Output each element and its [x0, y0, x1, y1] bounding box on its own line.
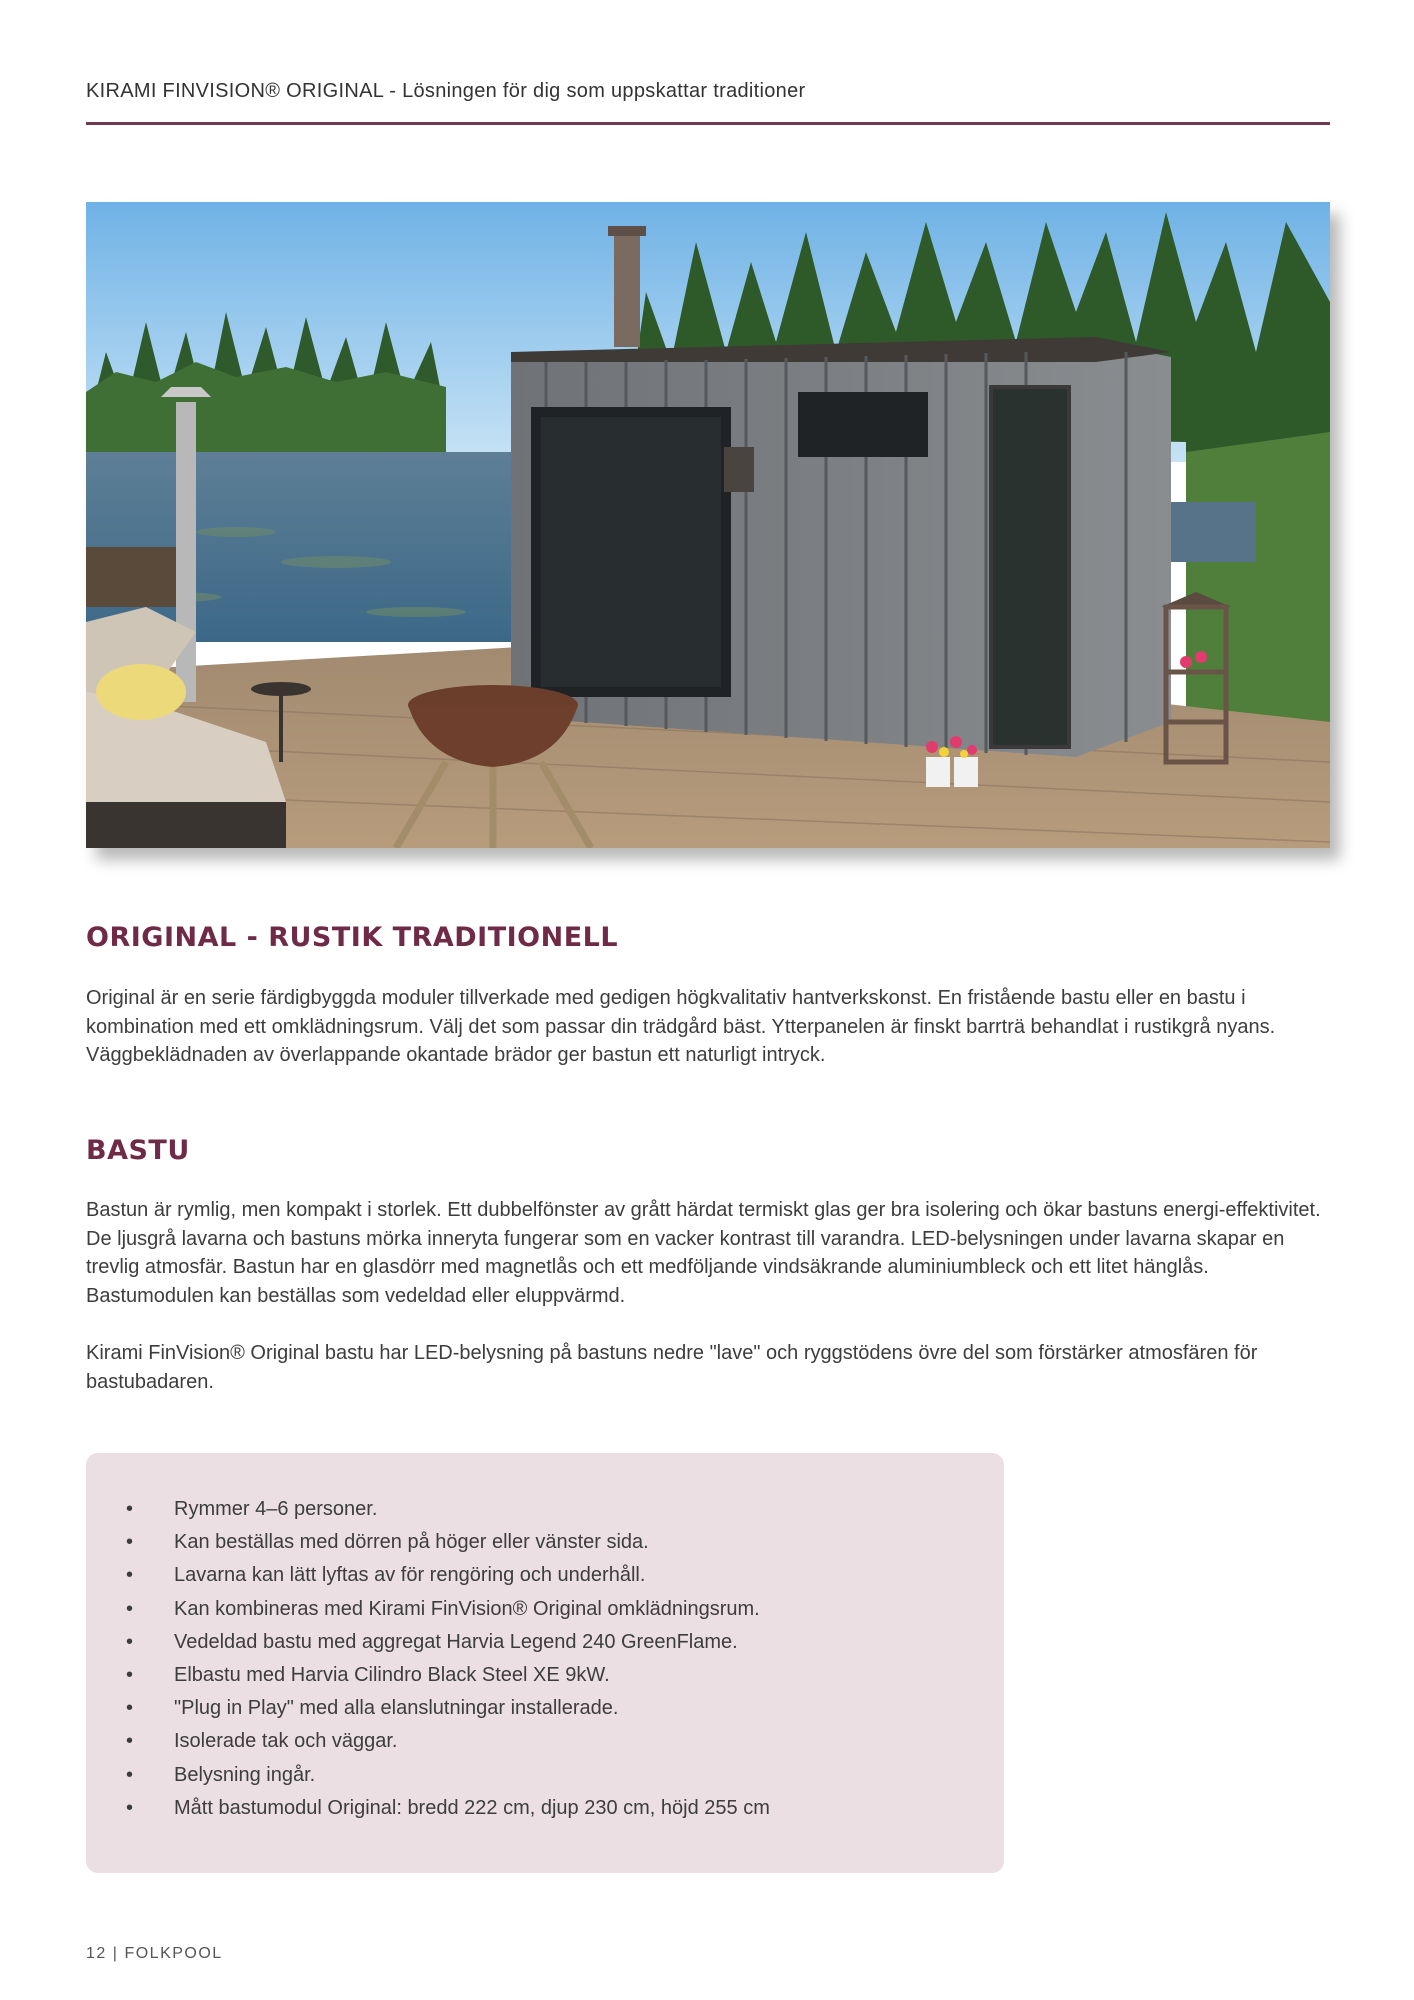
page-number: 12 [86, 1945, 107, 1962]
section-heading-bastu: BASTU [86, 1135, 190, 1166]
list-item: • Rymmer 4–6 personer. [126, 1493, 770, 1526]
list-item: • Lavarna kan lätt lyftas av för rengöring och underhåll. [126, 1559, 770, 1592]
list-item: • Elbastu med Harvia Cilindro Black Steel XE 9kW. [126, 1659, 770, 1692]
feature-list [126, 1493, 770, 1825]
footer-brand: FOLKPOOL [124, 1945, 223, 1962]
sauna-photo [86, 202, 1330, 848]
original-description: Original är en serie färdigbyggda moduler tillverkade med gedigen högkvalitativ hantverkskonst. En fristående bastu eller en bastu i kombination med ett omklädningsrum. Välj det som passar din trädgård bäst. Ytterpanelen är finskt barrträ behandlat i rustikgrå nyans. Väggbeklädnaden av överlappande okantade brädor ger bastun ett naturligt intryck. [86, 987, 1276, 1066]
list-item: • Belysning ingår. [126, 1759, 770, 1792]
bastu-led-description: Kirami FinVision® Original bastu har LED-belysning på bastuns nedre "lave" och ryggstödens övre del som förstärker atmosfären för bastubadaren. [86, 1342, 1258, 1393]
list-item: • Isolerade tak och väggar. [126, 1725, 770, 1758]
bastu-description: Bastun är rymlig, men kompakt i storlek. Ett dubbelfönster av grått härdat termiskt glas ger bra isolering och ökar bastuns energi-effektivitet. De ljusgrå lavarna och bastuns mörka inneryta fungerar som en vacker kontrast till varandra. LED-belysningen under lavarna skapar en trevlig atmosfär. Bastun har en glasdörr med magnetlås och ett medföljande vindsäkrande aluminiumbleck och ett litet hänglås. Bastumodulen kan beställas som vedeldad eller eluppvärmd. [86, 1199, 1321, 1307]
section-heading-original: ORIGINAL - RUSTIK TRADITIONELL [86, 922, 619, 953]
header-divider [86, 122, 1330, 125]
footer-separator: | [112, 1945, 119, 1962]
list-item: • "Plug in Play" med alla elanslutningar installerade. [126, 1692, 770, 1725]
list-item: • Vedeldad bastu med aggregat Harvia Legend 240 GreenFlame. [126, 1626, 770, 1659]
list-item: • Mått bastumodul Original: bredd 222 cm, djup 230 cm, höjd 255 cm [126, 1792, 770, 1825]
page-footer [86, 1945, 223, 1963]
list-item: • Kan kombineras med Kirami FinVision® Original omklädningsrum. [126, 1593, 770, 1626]
feature-list-box [86, 1453, 1004, 1873]
page-header-title: KIRAMI FINVISION® ORIGINAL - Lösningen för dig som uppskattar traditioner [86, 80, 806, 102]
list-item: • Kan beställas med dörren på höger eller vänster sida. [126, 1526, 770, 1559]
